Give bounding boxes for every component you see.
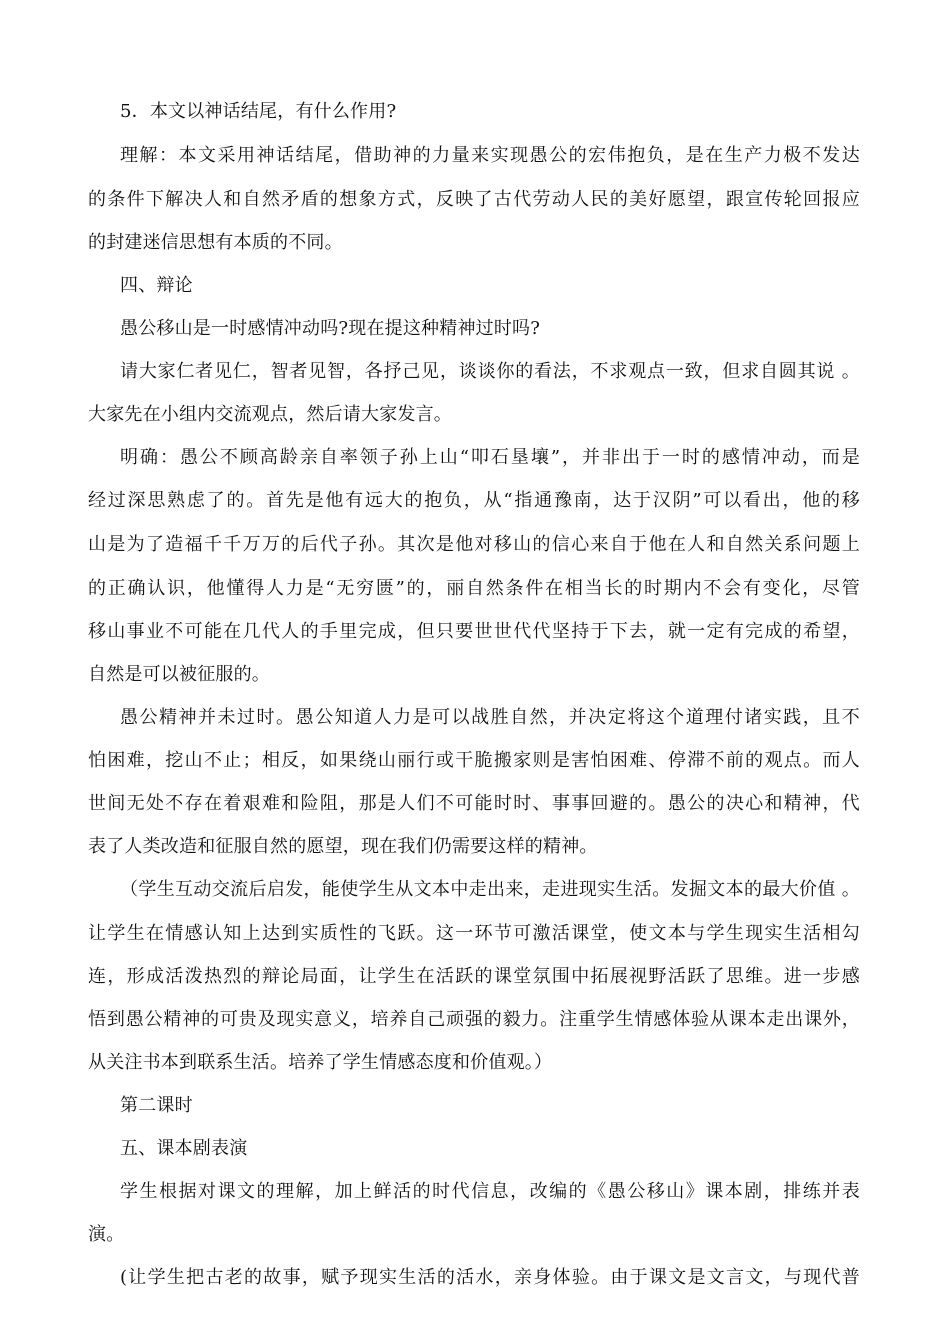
paragraph-line: 山是为了造福千千万万的后代子孙。其次是他对移山的信心来自于他在人和自然关系问题上 (88, 534, 860, 555)
paragraph-line: 世间无处不存在着艰难和险阻，那是人们不可能时时、事事回避的。愚公的决心和精神，代 (88, 793, 860, 814)
paragraph-line: 表了人类改造和征服自然的愿望，现在我们仍需要这样的精神。 (88, 836, 598, 857)
section-heading-play: 五、课本剧表演 (120, 1138, 248, 1159)
paragraph-line: 的条件下解决人和自然矛盾的想象方式，反映了古代劳动人民的美好愿望，跟宣传轮回报应 (88, 189, 860, 210)
paragraph-line: 理解：本文采用神话结尾，借助神的力量来实现愚公的宏伟抱负，是在生产力极不发达 (120, 145, 860, 166)
paragraph-line: 从关注书本到联系生活。培养了学生情感态度和价值观。） (88, 1052, 553, 1073)
debate-question: 愚公移山是一时感情冲动吗?现在提这种精神过时吗? (120, 318, 541, 339)
paragraph-line: 大家先在小组内交流观点，然后请大家发言。 (88, 404, 452, 425)
paragraph-line: 经过深思熟虑了的。首先是他有远大的抱负，从“指通豫南，达于汉阴”可以看出，他的移 (88, 490, 860, 511)
paragraph-line: 学生根据对课文的理解，加上鲜活的时代信息，改编的《愚公移山》课本剧，排练并表 (120, 1181, 860, 1202)
paragraph-line: 的正确认识，他懂得人力是“无穷匮”的，丽自然条件在相当长的时期内不会有变化，尽管 (88, 578, 860, 599)
paragraph-line: （学生互动交流后启发，能使学生从文本中走出来，走进现实生活。发掘文本的最大价值 。 (120, 879, 860, 900)
paragraph-line: 愚公精神并未过时。愚公知道人力是可以战胜自然，并决定将这个道理付诸实践，且不 (120, 707, 860, 728)
section-heading-second-lesson: 第二课时 (120, 1095, 193, 1116)
section-heading-debate: 四、辩论 (120, 275, 193, 296)
paragraph-line: (让学生把古老的故事，赋予现实生活的活水，亲身体验。由于课文是文言文，与现代普 (120, 1267, 860, 1288)
paragraph-line: 移山事业不可能在几代人的手里完成，但只要世世代代坚持于下去，就一定有完成的希望， (88, 621, 860, 642)
paragraph-line: 请大家仁者见仁，智者见智，各抒己见，谈谈你的看法，不求观点一致，但求自圆其说 。 (120, 361, 860, 382)
paragraph-line: 的封建迷信思想有本质的不同。 (88, 232, 343, 253)
question-5: 5．本文以神话结尾，有什么作用? (120, 101, 397, 122)
paragraph-line: 连，形成活泼热烈的辩论局面，让学生在活跃的课堂氛围中拓展视野活跃了思维。进一步感 (88, 966, 860, 987)
paragraph-line: 自然是可以被征服的。 (88, 664, 270, 685)
paragraph-line: 让学生在情感认知上达到实质性的飞跃。这一环节可激活课堂，使文本与学生现实生活相勾 (88, 923, 860, 944)
paragraph-line: 怕困难，挖山不止；相反，如果绕山丽行或干脆搬家则是害怕困难、停滞不前的观点。而人 (88, 750, 860, 771)
paragraph-line: 悟到愚公精神的可贵及现实意义，培养自己顽强的毅力。注重学生情感体验从课本走出课外， (88, 1009, 860, 1030)
paragraph-line: 明确：愚公不顾高龄亲自率领子孙上山“叩石垦壤”，并非出于一时的感情冲动，而是 (120, 447, 860, 468)
paragraph-line: 演。 (88, 1224, 125, 1245)
